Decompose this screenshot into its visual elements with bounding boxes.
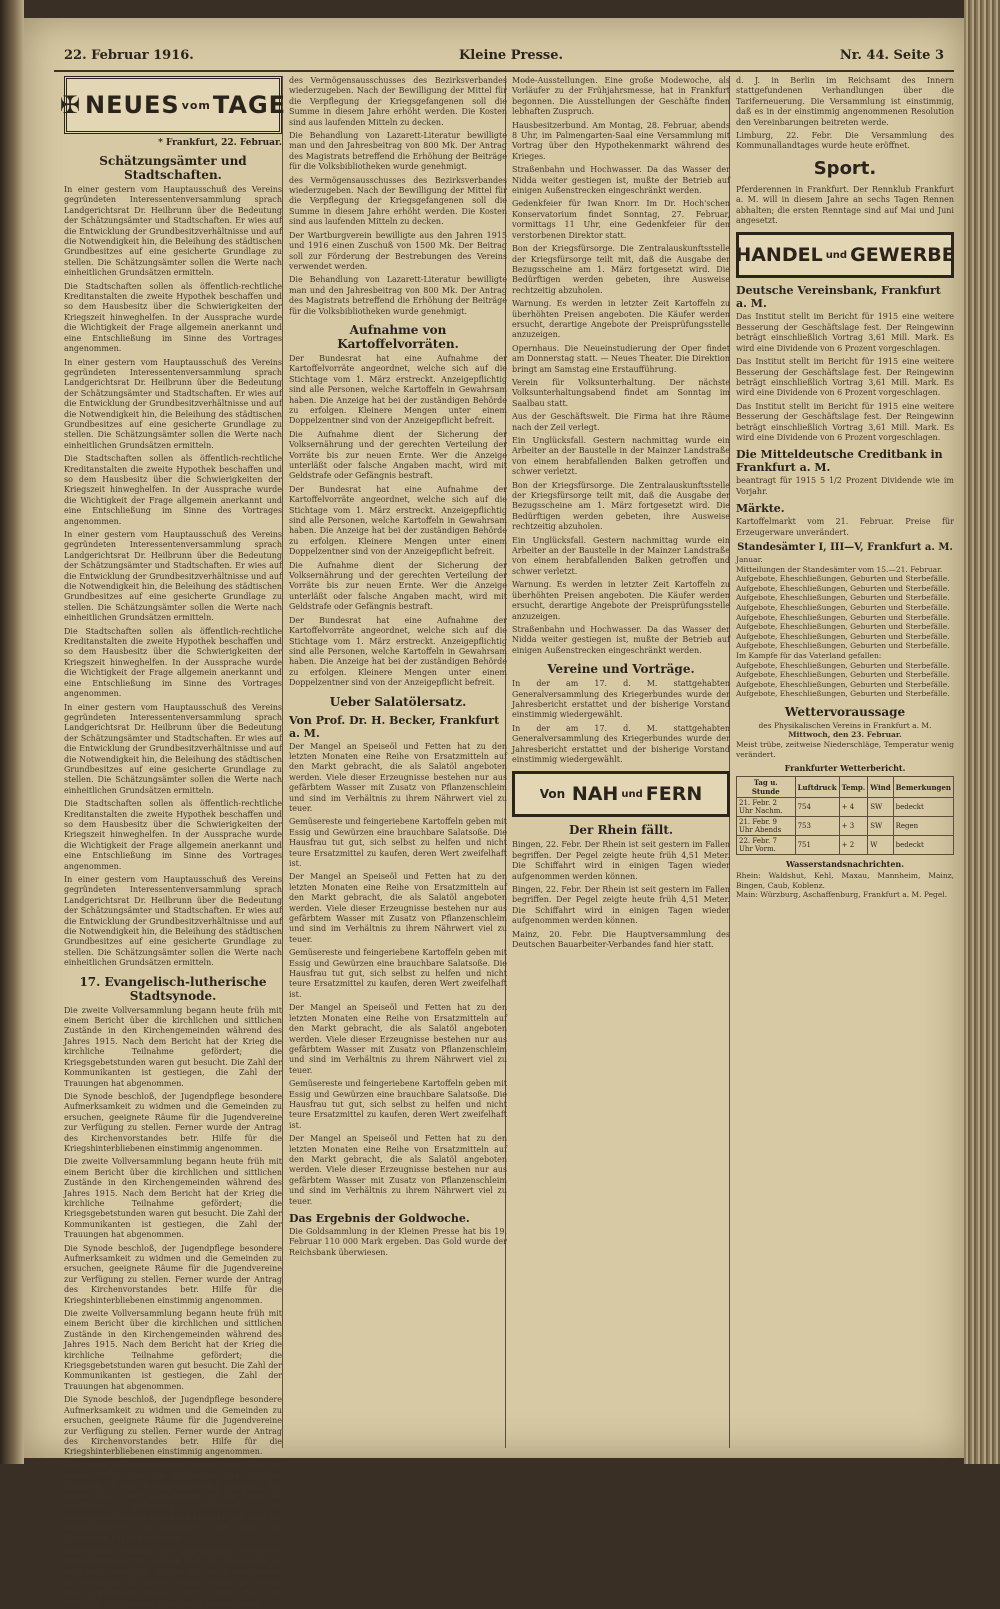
- water-level-heading: Wasserstandsnachrichten.: [785, 859, 905, 870]
- article-paragraph: Die Synode beschloß, der Jugendpflege besondere Aufmerksamkeit zu widmen und die Gemeinden zu ersuchen, geeignete Räume für die Jugendvereine zur Verfügung zu stellen. Ferner wurde der Antrag des Kirchenvorstandes betr. Hilfe für die Kriegshinterbliebenen einstimmig angenommen.: [64, 1091, 282, 1153]
- article-paragraph: Die Synode beschloß, der Jugendpflege besondere Aufmerksamkeit zu widmen und die Gemeinden zu ersuchen, geeignete Räume für die Jugendvereine zur Verfügung zu stellen. Ferner wurde der Antrag des Kirchenvorstandes betr. Hilfe für die Kriegshinterbliebenen einstimmig angenommen.: [64, 1395, 282, 1457]
- header-paper-name: Kleine Presse.: [459, 48, 564, 63]
- paper-stack-edge-right: [964, 0, 1000, 1464]
- registry-line: Aufgebote, Eheschließungen, Geburten und Sterbefälle.: [736, 612, 950, 622]
- article-paragraph: Die zweite Vollversammlung begann heute früh mit einem Bericht über die kirchlichen und sittlichen Zustände in den Kirchengemeinden während des Jahres 1915. Nach dem Bericht hat der Krieg die kirchliche Teilnahme gefördert; die Kriegsgebetstunden waren gut besucht. Die Zahl der Kommunikanten ist gestiegen, die Zahl der Trauungen hat abgenommen.: [64, 1005, 282, 1088]
- table-cell: 751: [795, 836, 839, 855]
- news-item: Aus der Geschäftswelt. Die Firma hat ihre Räume nach der Zeil verlegt.: [512, 412, 730, 432]
- article-paragraph: beantragt für 1915 5 1/2 Prozent Dividende wie im Vorjahr.: [736, 476, 954, 496]
- registry-line: Januar.: [736, 554, 763, 564]
- article-paragraph: Die Stadtschaften sollen als öffentlich-rechtliche Kreditanstalten die zweite Hypothek beschaffen und so dem Hausbesitz über die Schwierigkeiten der Kriegszeit hinweghelfen. In der Aussprache wurde die Wichtigkeit der Frage allgemein anerkannt und eine Entschließung im Sinne des Vortrages angenommen.: [64, 281, 282, 354]
- article-paragraph: Die zweite Vollversammlung begann heute früh mit einem Bericht über die kirchlichen und sittlichen Zustände in den Kirchengemeinden während des Jahres 1915. Nach dem Bericht hat der Krieg die kirchliche Teilnahme gefördert; die Kriegsgebetstunden waren gut besucht. Die Zahl der Kommunikanten ist gestiegen, die Zahl der Trauungen hat abgenommen.: [64, 1309, 282, 1391]
- table-cell: + 3: [839, 817, 868, 836]
- weather-forecast: Meist trübe, zeitweise Niederschläge, Temperatur wenig verändert.: [736, 740, 954, 759]
- banner-word: GEWERBE: [850, 244, 955, 267]
- article-paragraph: Der Mangel an Speiseöl und Fetten hat zu den letzten Monaten eine Reihe von Ersatzmitteln auf den Markt gebracht, die als Salatöl angeboten werden. Viele dieser Erzeugnisse bestehen nur aus gefärbtem Wasser mit Zusatz von Pflanzenschleim und sind im Verhältnis zu ihrem Nährwert viel zu teuer.: [289, 872, 507, 944]
- article-paragraph: Der Mangel an Speiseöl und Fetten hat zu den letzten Monaten eine Reihe von Ersatzmitteln auf den Markt gebracht, die als Salatöl angeboten werden. Viele dieser Erzeugnisse bestehen nur aus gefärbtem Wasser mit Zusatz von Pflanzenschleim und sind im Verhältnis zu ihrem Nährwert viel zu teuer.: [289, 1003, 507, 1075]
- article-paragraph: Der Wartburgverein bewilligte aus den Jahren 1915 und 1916 einen Zuschuß von 1500 Mk. Der Beitrag soll zur Förderung der Bestrebungen des Vereins verwendet werden.: [289, 230, 507, 271]
- article-paragraph: In einer gestern vom Hauptausschuß des Vereins gegründeten Interessentenversammlung sprach Landgerichtsrat Dr. Heilbrunn über die Bedeutung der Schätzungsämter und Stadtschaften. Er wies auf die Entwicklung der Grundbesitzverhältnisse und auf die Notwendigkeit hin, die Beleihung des städtischen Grundbesitzes auf eine gesicherte Grundlage zu stellen. Die Schätzungsämter sollen die Werte nach einheitlichen Grundsätzen ermitteln.: [64, 875, 282, 968]
- article-paragraph: Der Bundesrat hat eine Aufnahme der Kartoffelvorräte angeordnet, welche sich auf die Stichtage vom 1. März erstreckt. Anzeigepflichtig sind alle Personen, welche Kartoffeln in Gewahrsam haben. Die Anzeige hat bei der zuständigen Behörde zu erfolgen. Kleinere Mengen unter einem Doppelzentner sind von der Anzeigepflicht befreit.: [289, 353, 507, 426]
- news-item: Mode-Ausstellungen. Eine große Modewoche, als Vorläufer zu der Frühjahrsmesse, hat in Frankfurt begonnen. Die Ausstellungen der Geschäfte finden lebhaften Zuspruch.: [512, 76, 730, 117]
- table-cell: 753: [795, 817, 839, 836]
- section-banner-handel-und-gewerbe: [736, 232, 954, 278]
- article-paragraph: Die Behandlung von Lazarett-Literatur bewilligte man und den Jahresbeitrag von 800 Mk. Der Antrag des Magistrats betreffend die Erhöhung der Beiträge für die Volksbibliotheken wurde genehmigt.: [289, 275, 507, 316]
- news-item: In der am 17. d. M. stattgehabten Generalversammlung des Kriegerbundes wurde der Jahresbericht erstattet und der bisherige Vorstand einstimmig wiedergewählt.: [512, 723, 730, 764]
- column-1: [59, 76, 287, 1608]
- table-header: Temp.: [839, 777, 868, 798]
- table-header: Bemerkungen: [893, 777, 953, 798]
- table-cell: 21. Febr. 2 Uhr Nachm.: [737, 798, 796, 817]
- table-cell: SW: [868, 798, 893, 817]
- news-item: Opernhaus. Die Neueinstudierung der Oper findet am Donnerstag statt. — Neues Theater. Die Direktion bringt am Samstag eine Erstaufführung.: [512, 343, 730, 374]
- article-paragraph: Die zweite Vollversammlung begann heute früh mit einem Bericht über die kirchlichen und sittlichen Zustände in den Kirchengemeinden während des Jahres 1915. Nach dem Bericht hat der Krieg die kirchliche Teilnahme gefördert; die Kriegsgebetstunden waren gut besucht. Die Zahl der Kommunikanten ist gestiegen, die Zahl der Trauungen hat abgenommen.: [64, 1157, 282, 1240]
- news-item: Bingen, 22. Febr. Der Rhein ist seit gestern im Fallen begriffen. Der Pegel zeigte heute früh 4,51 Meter. Die Schiffahrt wird in einigen Tagen wieder aufgenommen werden können.: [512, 885, 730, 926]
- header-page-number: Nr. 44. Seite 3: [839, 48, 944, 63]
- banner-word: FERN: [645, 783, 703, 806]
- weather-heading: Wettervoraussage: [784, 704, 906, 719]
- news-item: d. J. in Berlin im Reichsamt des Innern stattgefundenen Verhandlungen über die Tariferneuerung. Die Versammlung ist einstimmig, daß es in der einstimmig angenommenen Resolution den Vereinbarungen beitreten werde.: [736, 76, 954, 127]
- table-cell: bedeckt: [893, 836, 953, 855]
- table-row: [737, 798, 954, 817]
- news-item: Warnung. Es werden in letzter Zeit Kartoffeln zu überhöhten Preisen angeboten. Die Käufer werden ersucht, derartige Angebote der Preisprüfungsstelle anzuzeigen.: [512, 580, 730, 621]
- registry-line: Aufgebote, Eheschließungen, Geburten und Sterbefälle.: [736, 622, 950, 632]
- article-paragraph: Der Mangel an Speiseöl und Fetten hat zu den letzten Monaten eine Reihe von Ersatzmitteln auf den Markt gebracht, die als Salatöl angeboten werden. Viele dieser Erzeugnisse bestehen nur aus gefärbtem Wasser mit Zusatz von Pflanzenschleim und sind im Verhältnis zu ihrem Nährwert viel zu teuer.: [289, 741, 507, 813]
- water-level-line: Rhein: Waldshut, Kehl, Maxau, Mannheim, Mainz, Bingen, Caub, Koblenz.: [736, 871, 954, 890]
- article-heading: Aufnahme von Kartoffelvorräten.: [337, 322, 459, 351]
- section-banner-von-nah-und-fern: [512, 771, 730, 817]
- weather-table: [736, 776, 954, 855]
- article-paragraph: Kartoffelmarkt vom 21. Februar. Preise für Erzeugerware unverändert.: [736, 517, 954, 537]
- header-rule: [54, 70, 954, 72]
- section-heading-sport: Sport.: [813, 157, 877, 179]
- registry-line: Aufgebote, Eheschließungen, Geburten und Sterbefälle.: [736, 583, 950, 593]
- article-paragraph: Die Synode beschloß, der Jugendpflege besondere Aufmerksamkeit zu widmen und die Gemeinden zu ersuchen, geeignete Räume für die Jugendvereine zur Verfügung zu stellen. Ferner wurde der Antrag des Kirchenvorstandes betr. Hilfe für die Kriegshinterbliebenen einstimmig angenommen.: [64, 1243, 282, 1305]
- banner-word: Von: [539, 787, 566, 802]
- table-row: [737, 817, 954, 836]
- article-heading: Deutsche Vereinsbank, Frankfurt a. M.: [736, 284, 941, 311]
- news-item: Bon der Kriegsfürsorge. Die Zentralauskunftsstelle der Kriegsfürsorge teilt mit, daß die Ausgabe der Bezugsscheine am 1. März fortgesetzt wird. Die Bedürftigen werden gebeten, ihre Ausweise rechtzeitig abzuholen.: [512, 244, 730, 295]
- table-row: [737, 836, 954, 855]
- article-heading: Ueber Salatölersatz.: [329, 694, 467, 709]
- article-paragraph: Die zweite Vollversammlung begann heute früh mit einem Bericht über die kirchlichen und sittlichen Zustände in den Kirchengemeinden während des Jahres 1915. Nach dem Bericht hat der Krieg die kirchliche Teilnahme gefördert; die Kriegsgebetstunden waren gut besucht. Die Zahl der Kommunikanten ist gestiegen, die Zahl der Trauungen hat abgenommen.: [64, 1460, 282, 1543]
- article-paragraph: In einer gestern vom Hauptausschuß des Vereins gegründeten Interessentenversammlung sprach Landgerichtsrat Dr. Heilbrunn über die Bedeutung der Schätzungsämter und Stadtschaften. Er wies auf die Entwicklung der Grundbesitzverhältnisse und auf die Notwendigkeit hin, die Beleihung des städtischen Grundbesitzes auf eine gesicherte Grundlage zu stellen. Die Schätzungsämter sollen die Werte nach einheitlichen Grundsätzen ermitteln.: [64, 185, 282, 278]
- newspaper-page: [24, 18, 964, 1608]
- registry-line: Aufgebote, Eheschließungen, Geburten und Sterbefälle.: [736, 602, 950, 612]
- article-paragraph: Gemüsereste und feingeriebene Kartoffeln geben mit Essig und Gewürzen eine brauchbare Salatsoße. Die Hausfrau tut gut, sich selbst zu helfen und nicht teure Ersatzmittel zu kaufen, deren Wert zweifelhaft ist.: [289, 1079, 507, 1130]
- article-heading: Der Rhein fällt.: [568, 823, 674, 838]
- article-paragraph: Die Stadtschaften sollen als öffentlich-rechtliche Kreditanstalten die zweite Hypothek beschaffen und so dem Hausbesitz über die Schwierigkeiten der Kriegszeit hinweghelfen. In der Aussprache wurde die Wichtigkeit der Frage allgemein anerkannt und eine Entschließung im Sinne des Vortrages angenommen.: [64, 626, 282, 699]
- column-2: [289, 76, 507, 1448]
- column-4: [736, 76, 954, 1448]
- article-paragraph: Die Aufnahme dient der Sicherung der Volksernährung und der gerechten Verteilung der Vorräte bis zur neuen Ernte. Wer die Anzeige unterläßt oder falsche Angaben macht, wird mit Geldstrafe oder Gefängnis bestraft.: [289, 560, 507, 612]
- table-cell: 22. Febr. 7 Uhr Vorm.: [737, 836, 796, 855]
- news-item: Pferderennen in Frankfurt. Der Rennklub Frankfurt a. M. will in diesem Jahre an sechs Tagen Rennen abhalten; die ersten Renntage sind auf Mai und Juni angesetzt.: [736, 184, 954, 226]
- page-header: [64, 48, 944, 68]
- column-divider: [282, 76, 283, 1448]
- article-paragraph: Die Goldsammlung in der Kleinen Presse hat bis 19. Februar 110 000 Mark ergeben. Das Gold wurde der Reichsbank überwiesen.: [289, 1227, 507, 1257]
- news-item: Limburg, 22. Febr. Die Versammlung des Kommunallandtages wurde heute eröffnet.: [736, 131, 954, 151]
- table-cell: 754: [795, 798, 839, 817]
- banner-word: und: [825, 249, 848, 261]
- registry-line: Aufgebote, Eheschließungen, Geburten und Sterbefälle.: [736, 660, 950, 670]
- byline: Von Prof. Dr. H. Becker, Frankfurt a. M.: [289, 713, 500, 740]
- article-paragraph: In einer gestern vom Hauptausschuß des Vereins gegründeten Interessentenversammlung sprach Landgerichtsrat Dr. Heilbrunn über die Bedeutung der Schätzungsämter und Stadtschaften. Er wies auf die Entwicklung der Grundbesitzverhältnisse und auf die Notwendigkeit hin, die Beleihung des städtischen Grundbesitzes auf eine gesicherte Grundlage zu stellen. Die Schätzungsämter sollen die Werte nach einheitlichen Grundsätzen ermitteln.: [64, 530, 282, 623]
- dateline: * Frankfurt, 22. Februar.: [158, 138, 282, 148]
- article-paragraph: des Vermögensausschusses des Bezirksverbandes wiederzugeben. Nach der Bewilligung der Mittel für die Verpflegung der Kriegsgefangenen soll die Summe in diesem Jahre erhöht werden. Die Kosten sind aus laufenden Mitteln zu decken.: [289, 175, 507, 227]
- registry-line: Aufgebote, Eheschließungen, Geburten und Sterbefälle.: [736, 641, 950, 651]
- news-item: Bon der Kriegsfürsorge. Die Zentralauskunftsstelle der Kriegsfürsorge teilt mit, daß die Ausgabe der Bezugsscheine am 1. März fortgesetzt wird. Die Bedürftigen werden gebeten, ihre Ausweise rechtzeitig abzuholen.: [512, 480, 730, 532]
- registry-line: Aufgebote, Eheschließungen, Geburten und Sterbefälle.: [736, 670, 950, 680]
- article-heading: Das Ergebnis der Goldwoche.: [289, 1212, 470, 1225]
- table-cell: W: [868, 836, 893, 855]
- article-heading: Märkte.: [736, 502, 785, 516]
- registry-line: Mitteilungen der Standesämter vom 15.—21. Februar.: [736, 564, 943, 574]
- weather-table-title: Frankfurter Wetterbericht.: [784, 763, 906, 774]
- article-paragraph: Die Aufnahme dient der Sicherung der Volksernährung und der gerechten Verteilung der Vorräte bis zur neuen Ernte. Wer die Anzeige unterläßt oder falsche Angaben macht, wird mit Geldstrafe oder Gefängnis bestraft.: [289, 429, 507, 481]
- banner-word: HANDEL: [735, 244, 823, 267]
- article-paragraph: des Vermögensausschusses des Bezirksverbandes wiederzugeben. Nach der Bewilligung der Mittel für die Verpflegung der Kriegsgefangenen soll die Summe in diesem Jahre erhöht werden. Die Kosten sind aus laufenden Mitteln zu decken.: [289, 76, 507, 127]
- table-header: Luftdruck: [795, 777, 839, 798]
- news-item: Straßenbahn und Hochwasser. Da das Wasser der Nidda weiter gestiegen ist, mußte der Betrieb auf einigen Außenstrecken eingeschränkt werden.: [512, 165, 730, 196]
- article-paragraph: In einer gestern vom Hauptausschuß des Vereins gegründeten Interessentenversammlung sprach Landgerichtsrat Dr. Heilbrunn über die Bedeutung der Schätzungsämter und Stadtschaften. Er wies auf die Entwicklung der Grundbesitzverhältnisse und auf die Notwendigkeit hin, die Beleihung des städtischen Grundbesitzes auf eine gesicherte Grundlage zu stellen. Die Schätzungsämter sollen die Werte nach einheitlichen Grundsätzen ermitteln.: [64, 702, 282, 795]
- article-paragraph: Das Institut stellt im Bericht für 1915 eine weitere Besserung der Geschäftslage fest. Der Reingewinn beträgt einschließlich Vortrag 3,61 Mill. Mark. Es wird eine Dividende von 6 Prozent vorgeschlagen.: [736, 357, 954, 398]
- news-item: Ein Unglücksfall. Gestern nachmittag wurde ein Arbeiter an der Baustelle in der Mainzer Landstraße von einem herabfallenden Balken getroffen und schwer verletzt.: [512, 535, 730, 576]
- table-cell: bedeckt: [893, 798, 953, 817]
- eagle-icon: ✠: [59, 91, 82, 119]
- table-header: Wind: [868, 777, 893, 798]
- article-paragraph: Die Stadtschaften sollen als öffentlich-rechtliche Kreditanstalten die zweite Hypothek beschaffen und so dem Hausbesitz über die Schwierigkeiten der Kriegszeit hinweghelfen. In der Aussprache wurde die Wichtigkeit der Frage allgemein anerkannt und eine Entschließung im Sinne des Vortrages angenommen.: [64, 454, 282, 526]
- masthead-word: NEUES: [85, 91, 180, 119]
- header-date: 22. Februar 1916.: [64, 48, 194, 63]
- section-heading: Vereine und Vorträge.: [547, 662, 695, 677]
- registry-heading: Standesämter I, III—V, Frankfurt a. M.: [737, 541, 953, 553]
- table-cell: 21. Febr. 9 Uhr Abends: [737, 817, 796, 836]
- registry-line: Aufgebote, Eheschließungen, Geburten und Sterbefälle.: [736, 679, 950, 689]
- news-item: Gedenkfeier für Iwan Knorr. Im Dr. Hoch'schen Konservatorium findet Sonntag, 27. Februar, vormittags 11 Uhr, eine Gedenkfeier für den verstorbenen Direktor statt.: [512, 199, 730, 240]
- news-item: Hausbesitzerbund. Am Montag, 28. Februar, abends 8 Uhr, im Palmengarten-Saal eine Versammlung mit Vortrag über den Hypothekenmarkt während des Krieges.: [512, 120, 730, 161]
- article-paragraph: Die Behandlung von Lazarett-Literatur bewilligte man und den Jahresbeitrag von 800 Mk. Der Antrag des Magistrats betreffend die Erhöhung der Beiträge für die Volksbibliotheken wurde genehmigt.: [289, 131, 507, 172]
- banner-word: und: [621, 788, 643, 800]
- article-paragraph: Das Institut stellt im Bericht für 1915 eine weitere Besserung der Geschäftslage fest. Der Reingewinn beträgt einschließlich Vortrag 3,61 Mill. Mark. Es wird eine Dividende von 6 Prozent vorgeschlagen.: [736, 401, 954, 442]
- news-item: Verein für Volksunterhaltung. Der nächste Volksunterhaltungsabend findet am Sonntag im Saalbau statt.: [512, 377, 730, 408]
- weather-source: des Physikalischen Vereins in Frankfurt a. M.: [758, 720, 932, 730]
- table-cell: Regen: [893, 817, 953, 836]
- article-paragraph: Der Mangel an Speiseöl und Fetten hat zu den letzten Monaten eine Reihe von Ersatzmitteln auf den Markt gebracht, die als Salatöl angeboten werden. Viele dieser Erzeugnisse bestehen nur aus gefärbtem Wasser mit Zusatz von Pflanzenschleim und sind im Verhältnis zu ihrem Nährwert viel zu teuer.: [289, 1134, 507, 1206]
- water-level-line: Main: Würzburg, Aschaffenburg, Frankfurt a. M. Pegel.: [736, 890, 948, 900]
- banner-word: NAH: [571, 783, 619, 806]
- binding-edge-left: [0, 0, 24, 1464]
- table-cell: + 2: [839, 836, 868, 855]
- section-masthead-neues-vom-tage: [59, 76, 287, 134]
- news-item: Straßenbahn und Hochwasser. Da das Wasser der Nidda weiter gestiegen ist, mußte der Betrieb auf einigen Außenstrecken eingeschränkt werden.: [512, 624, 730, 655]
- table-header: Tag u. Stunde: [737, 777, 796, 798]
- article-paragraph: Die Stadtschaften sollen als öffentlich-rechtliche Kreditanstalten die zweite Hypothek beschaffen und so dem Hausbesitz über die Schwierigkeiten der Kriegszeit hinweghelfen. In der Aussprache wurde die Wichtigkeit der Frage allgemein anerkannt und eine Entschließung im Sinne des Vortrages angenommen.: [64, 799, 282, 871]
- news-item: Bingen, 22. Febr. Der Rhein ist seit gestern im Fallen begriffen. Der Pegel zeigte heute früh 4,51 Meter. Die Schiffahrt wird in einigen Tagen wieder aufgenommen werden können.: [512, 840, 730, 881]
- article-paragraph: In einer gestern vom Hauptausschuß des Vereins gegründeten Interessentenversammlung sprach Landgerichtsrat Dr. Heilbrunn über die Bedeutung der Schätzungsämter und Stadtschaften. Er wies auf die Entwicklung der Grundbesitzverhältnisse und auf die Notwendigkeit hin, die Beleihung des städtischen Grundbesitzes auf eine gesicherte Grundlage zu stellen. Die Schätzungsämter sollen die Werte nach einheitlichen Grundsätzen ermitteln.: [64, 357, 282, 450]
- article-paragraph: Gemüsereste und feingeriebene Kartoffeln geben mit Essig und Gewürzen eine brauchbare Salatsoße. Die Hausfrau tut gut, sich selbst zu helfen und nicht teure Ersatzmittel zu kaufen, deren Wert zweifelhaft ist.: [289, 948, 507, 999]
- registry-line: Aufgebote, Eheschließungen, Geburten und Sterbefälle.: [736, 574, 950, 584]
- article-paragraph: Der Bundesrat hat eine Aufnahme der Kartoffelvorräte angeordnet, welche sich auf die Stichtage vom 1. März erstreckt. Anzeigepflichtig sind alle Personen, welche Kartoffeln in Gewahrsam haben. Die Anzeige hat bei der zuständigen Behörde zu erfolgen. Kleinere Mengen unter einem Doppelzentner sind von der Anzeigepflicht befreit.: [289, 615, 507, 688]
- weather-date: Mittwoch, den 23. Februar.: [788, 730, 902, 740]
- article-heading: Schätzungsämter und Stadtschaften.: [99, 154, 247, 182]
- article-heading: 17. Evangelisch-lutherische Stadtsynode.: [79, 974, 267, 1003]
- registry-line: Aufgebote, Eheschließungen, Geburten und Sterbefälle.: [736, 689, 950, 699]
- article-heading: Die Mitteldeutsche Creditbank in Frankfurt a. M.: [736, 448, 943, 475]
- news-item: Mainz, 20. Febr. Die Hauptversammlung des Deutschen Bauarbeiter-Verbandes fand hier statt.: [512, 929, 730, 950]
- registry-line: Aufgebote, Eheschließungen, Geburten und Sterbefälle.: [736, 631, 950, 641]
- masthead-word: vom: [181, 98, 211, 112]
- table-cell: SW: [868, 817, 893, 836]
- column-3: [512, 76, 730, 1448]
- article-paragraph: Der Bundesrat hat eine Aufnahme der Kartoffelvorräte angeordnet, welche sich auf die Stichtage vom 1. März erstreckt. Anzeigepflichtig sind alle Personen, welche Kartoffeln in Gewahrsam haben. Die Anzeige hat bei der zuständigen Behörde zu erfolgen. Kleinere Mengen unter einem Doppelzentner sind von der Anzeigepflicht befreit.: [289, 484, 507, 557]
- article-paragraph: Gemüsereste und feingeriebene Kartoffeln geben mit Essig und Gewürzen eine brauchbare Salatsoße. Die Hausfrau tut gut, sich selbst zu helfen und nicht teure Ersatzmittel zu kaufen, deren Wert zweifelhaft ist.: [289, 817, 507, 868]
- registry-line: Aufgebote, Eheschließungen, Geburten und Sterbefälle.: [736, 593, 950, 603]
- news-item: Ein Unglücksfall. Gestern nachmittag wurde ein Arbeiter an der Baustelle in der Mainzer Landstraße von einem herabfallenden Balken getroffen und schwer verletzt.: [512, 436, 730, 477]
- news-item: In der am 17. d. M. stattgehabten Generalversammlung des Kriegerbundes wurde der Jahresbericht erstattet und der bisherige Vorstand einstimmig wiedergewählt.: [512, 679, 730, 720]
- table-cell: + 4: [839, 798, 868, 817]
- registry-line: Im Kampfe für das Vaterland gefallen:: [736, 650, 882, 660]
- article-paragraph: Die Synode beschloß, der Jugendpflege besondere Aufmerksamkeit zu widmen und die Gemeinden zu ersuchen, geeignete Räume für die Jugendvereine zur Verfügung zu stellen. Ferner wurde der Antrag des Kirchenvorstandes betr. Hilfe für die Kriegshinterbliebenen einstimmig angenommen.: [64, 1546, 282, 1608]
- article-paragraph: Das Institut stellt im Bericht für 1915 eine weitere Besserung der Geschäftslage fest. Der Reingewinn beträgt einschließlich Vortrag 3,61 Mill. Mark. Es wird eine Dividende von 6 Prozent vorgeschlagen.: [736, 312, 954, 353]
- news-item: Warnung. Es werden in letzter Zeit Kartoffeln zu überhöhten Preisen angeboten. Die Käufer werden ersucht, derartige Angebote der Preisprüfungsstelle anzuzeigen.: [512, 299, 730, 340]
- masthead-word: TAGE: [212, 91, 287, 119]
